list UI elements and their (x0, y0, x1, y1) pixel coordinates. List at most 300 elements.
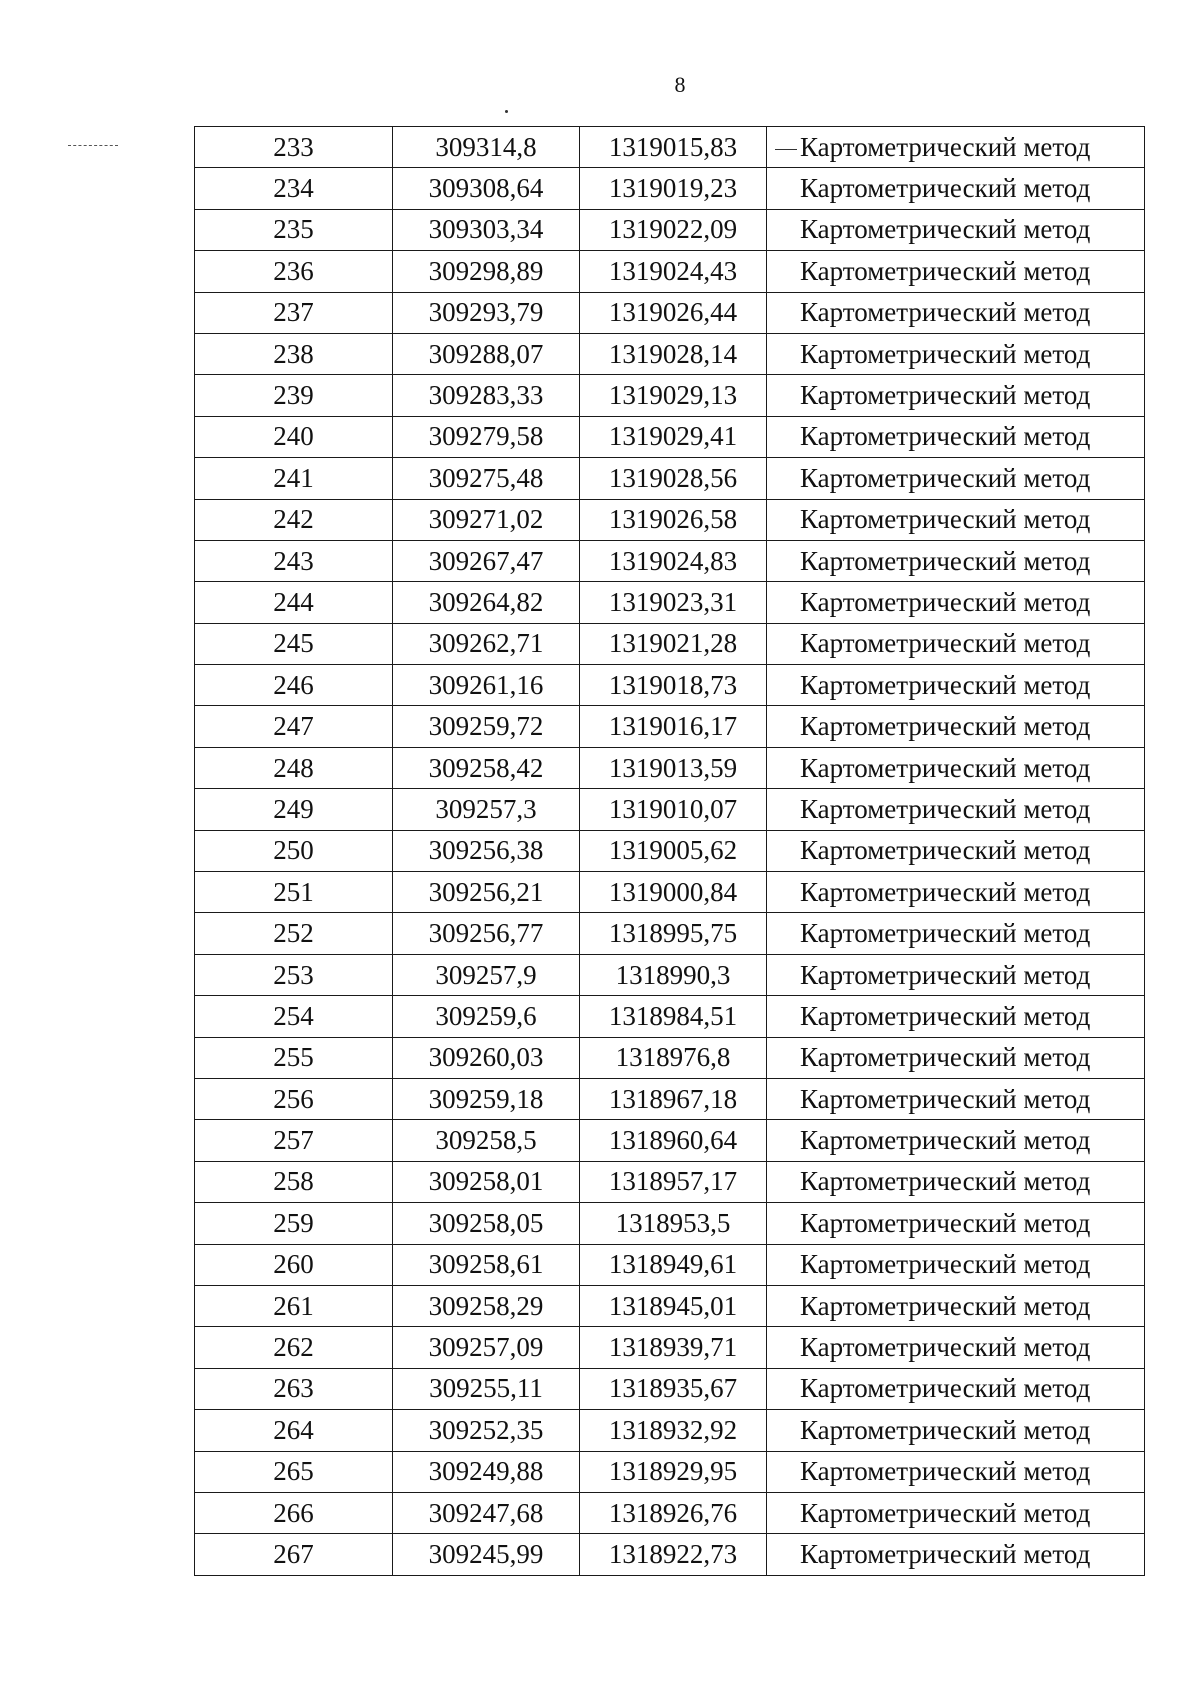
method-text: Картометрический метод (800, 255, 1091, 286)
y-coordinate-cell (580, 1285, 767, 1326)
point-number-text: 265 (273, 1456, 314, 1487)
point-number-cell (195, 1161, 393, 1202)
y-coordinate-cell (580, 292, 767, 333)
method-cell (767, 127, 1145, 168)
point-number-text: 267 (273, 1538, 314, 1569)
x-coordinate-text: 309258,5 (435, 1125, 537, 1156)
method-cell (767, 1285, 1145, 1326)
point-number-cell (195, 996, 393, 1037)
point-number-cell (195, 127, 393, 168)
x-coordinate-cell (393, 1120, 580, 1161)
y-coordinate-cell (580, 1203, 767, 1244)
point-number-text: 256 (273, 1083, 314, 1114)
point-number-text: 242 (273, 504, 314, 535)
table-row (195, 913, 1145, 954)
point-number-text: 240 (273, 421, 314, 452)
point-number-text: 244 (273, 586, 314, 617)
y-coordinate-cell (580, 1161, 767, 1202)
method-text: Картометрический метод (800, 1290, 1091, 1321)
point-number-cell (195, 209, 393, 250)
table-row (195, 333, 1145, 374)
x-coordinate-cell (393, 1410, 580, 1451)
x-coordinate-text: 309255,11 (429, 1373, 543, 1404)
x-coordinate-text: 309259,6 (435, 1000, 537, 1031)
x-coordinate-text: 309258,61 (428, 1249, 544, 1280)
x-coordinate-text: 309257,09 (428, 1332, 544, 1363)
point-number-cell (195, 1244, 393, 1285)
x-coordinate-cell (393, 375, 580, 416)
x-coordinate-text: 309261,16 (428, 669, 544, 700)
y-coordinate-text: 1319016,17 (608, 711, 738, 742)
method-text: Картометрический метод (800, 297, 1091, 328)
point-number-text: 249 (273, 793, 314, 824)
y-coordinate-cell (580, 996, 767, 1037)
method-cell (767, 168, 1145, 209)
point-number-cell (195, 1285, 393, 1326)
method-text: Картометрический метод (800, 1332, 1091, 1363)
point-number-cell (195, 706, 393, 747)
x-coordinate-text: 309275,48 (428, 462, 544, 493)
method-text: Картометрический метод (800, 173, 1091, 204)
point-number-cell (195, 1368, 393, 1409)
x-coordinate-cell (393, 416, 580, 457)
x-coordinate-text: 309267,47 (428, 545, 544, 576)
y-coordinate-text: 1318995,75 (608, 918, 738, 949)
y-coordinate-text: 1319029,13 (608, 380, 738, 411)
method-text: Картометрический метод (800, 1083, 1091, 1114)
method-text: Картометрический метод (800, 338, 1091, 369)
point-number-cell (195, 1492, 393, 1533)
y-coordinate-cell (580, 1534, 767, 1575)
point-number-text: 259 (273, 1207, 314, 1238)
y-coordinate-cell (580, 582, 767, 623)
table-row (195, 665, 1145, 706)
x-coordinate-text: 309258,05 (428, 1207, 544, 1238)
method-cell (767, 1120, 1145, 1161)
method-text: Картометрический метод (800, 1414, 1091, 1445)
scan-dot-mark (505, 110, 508, 113)
y-coordinate-cell (580, 954, 767, 995)
point-number-cell (195, 168, 393, 209)
table-row (195, 1285, 1145, 1326)
x-coordinate-text: 309271,02 (428, 504, 544, 535)
y-coordinate-text: 1318960,64 (608, 1125, 738, 1156)
x-coordinate-text: 309288,07 (428, 338, 544, 369)
y-coordinate-cell (580, 251, 767, 292)
y-coordinate-text: 1318922,73 (608, 1538, 738, 1569)
point-number-text: 261 (273, 1290, 314, 1321)
y-coordinate-text: 1319005,62 (608, 835, 738, 866)
scan-dash-mark (775, 149, 797, 150)
y-coordinate-cell (580, 830, 767, 871)
method-cell (767, 1244, 1145, 1285)
y-coordinate-cell (580, 665, 767, 706)
point-number-cell (195, 416, 393, 457)
method-cell (767, 292, 1145, 333)
method-cell (767, 375, 1145, 416)
x-coordinate-text: 309293,79 (428, 297, 544, 328)
y-coordinate-text: 1319026,58 (608, 504, 738, 535)
x-coordinate-text: 309298,89 (428, 255, 544, 286)
point-number-text: 235 (273, 214, 314, 245)
point-number-text: 255 (273, 1042, 314, 1073)
table-row (195, 1368, 1145, 1409)
method-cell (767, 1368, 1145, 1409)
x-coordinate-text: 309249,88 (428, 1456, 544, 1487)
point-number-text: 262 (273, 1332, 314, 1363)
x-coordinate-text: 309256,77 (428, 918, 544, 949)
point-number-text: 238 (273, 338, 314, 369)
y-coordinate-cell (580, 375, 767, 416)
x-coordinate-cell (393, 499, 580, 540)
y-coordinate-cell (580, 1368, 767, 1409)
method-text: Картометрический метод (800, 876, 1091, 907)
point-number-text: 266 (273, 1497, 314, 1528)
method-text: Картометрический метод (800, 752, 1091, 783)
x-coordinate-cell (393, 913, 580, 954)
method-cell (767, 333, 1145, 374)
method-cell (767, 872, 1145, 913)
point-number-text: 237 (273, 297, 314, 328)
y-coordinate-cell (580, 747, 767, 788)
x-coordinate-cell (393, 333, 580, 374)
table-row (195, 1327, 1145, 1368)
x-coordinate-text: 309264,82 (428, 586, 544, 617)
y-coordinate-cell (580, 540, 767, 581)
point-number-cell (195, 1410, 393, 1451)
point-number-text: 248 (273, 752, 314, 783)
y-coordinate-text: 1318957,17 (608, 1166, 738, 1197)
y-coordinate-text: 1319024,83 (608, 545, 738, 576)
x-coordinate-cell (393, 1327, 580, 1368)
y-coordinate-cell (580, 913, 767, 954)
x-coordinate-text: 309314,8 (435, 131, 537, 162)
x-coordinate-text: 309256,21 (428, 876, 544, 907)
x-coordinate-cell (393, 623, 580, 664)
x-coordinate-cell (393, 1285, 580, 1326)
y-coordinate-text: 1319010,07 (608, 793, 738, 824)
x-coordinate-cell (393, 1161, 580, 1202)
x-coordinate-text: 309245,99 (428, 1538, 544, 1569)
method-text: Картометрический метод (800, 462, 1091, 493)
x-coordinate-cell (393, 1492, 580, 1533)
point-number-text: 233 (273, 131, 314, 162)
point-number-text: 253 (273, 959, 314, 990)
page-number: 8 (674, 72, 686, 97)
y-coordinate-cell (580, 872, 767, 913)
y-coordinate-cell (580, 1078, 767, 1119)
method-text: Картометрический метод (800, 380, 1091, 411)
y-coordinate-cell (580, 706, 767, 747)
table-row (195, 623, 1145, 664)
y-coordinate-text: 1319023,31 (608, 586, 738, 617)
x-coordinate-cell (393, 706, 580, 747)
point-number-text: 246 (273, 669, 314, 700)
y-coordinate-cell (580, 1492, 767, 1533)
method-cell (767, 1534, 1145, 1575)
table-row (195, 251, 1145, 292)
x-coordinate-cell (393, 540, 580, 581)
y-coordinate-text: 1318929,95 (608, 1456, 738, 1487)
y-coordinate-text: 1319028,14 (608, 338, 738, 369)
y-coordinate-text: 1319022,09 (608, 214, 738, 245)
point-number-cell (195, 1120, 393, 1161)
method-text: Картометрический метод (800, 1538, 1091, 1569)
point-number-cell (195, 789, 393, 830)
point-number-cell (195, 375, 393, 416)
point-number-cell (195, 1203, 393, 1244)
point-number-cell (195, 333, 393, 374)
y-coordinate-text: 1318990,3 (615, 959, 731, 990)
method-cell (767, 789, 1145, 830)
method-text: Картометрический метод (800, 793, 1091, 824)
point-number-cell (195, 251, 393, 292)
table-row (195, 996, 1145, 1037)
table-row (195, 830, 1145, 871)
x-coordinate-text: 309258,01 (428, 1166, 544, 1197)
x-coordinate-text: 309259,18 (428, 1083, 544, 1114)
y-coordinate-cell (580, 458, 767, 499)
method-text: Картометрический метод (800, 669, 1091, 700)
method-cell (767, 209, 1145, 250)
y-coordinate-cell (580, 168, 767, 209)
y-coordinate-text: 1319021,28 (608, 628, 738, 659)
x-coordinate-cell (393, 209, 580, 250)
table-row (195, 1161, 1145, 1202)
point-number-text: 258 (273, 1166, 314, 1197)
point-number-cell (195, 1451, 393, 1492)
point-number-text: 247 (273, 711, 314, 742)
method-text: Картометрический метод (800, 1497, 1091, 1528)
x-coordinate-cell (393, 582, 580, 623)
method-cell (767, 996, 1145, 1037)
x-coordinate-text: 309257,3 (435, 793, 537, 824)
point-number-cell (195, 747, 393, 788)
x-coordinate-cell (393, 665, 580, 706)
x-coordinate-cell (393, 1244, 580, 1285)
method-text: Картометрический метод (800, 214, 1091, 245)
y-coordinate-text: 1318926,76 (608, 1497, 738, 1528)
table-row (195, 292, 1145, 333)
method-cell (767, 458, 1145, 499)
method-text: Картометрический метод (800, 1373, 1091, 1404)
x-coordinate-text: 309283,33 (428, 380, 544, 411)
y-coordinate-cell (580, 1037, 767, 1078)
method-text: Картометрический метод (800, 421, 1091, 452)
scan-dash-mark (68, 145, 118, 146)
x-coordinate-cell (393, 1078, 580, 1119)
x-coordinate-text: 309252,35 (428, 1414, 544, 1445)
y-coordinate-text: 1319018,73 (608, 669, 738, 700)
y-coordinate-text: 1319026,44 (608, 297, 738, 328)
table-row (195, 1244, 1145, 1285)
point-number-cell (195, 292, 393, 333)
y-coordinate-text: 1318935,67 (608, 1373, 738, 1404)
point-number-text: 260 (273, 1249, 314, 1280)
table-row (195, 1203, 1145, 1244)
y-coordinate-text: 1319000,84 (608, 876, 738, 907)
table-row (195, 1037, 1145, 1078)
method-text: Картометрический метод (800, 1207, 1091, 1238)
table-row (195, 1120, 1145, 1161)
point-number-cell (195, 623, 393, 664)
x-coordinate-cell (393, 127, 580, 168)
table-row (195, 540, 1145, 581)
y-coordinate-text: 1318932,92 (608, 1414, 738, 1445)
point-number-text: 264 (273, 1414, 314, 1445)
x-coordinate-cell (393, 954, 580, 995)
y-coordinate-text: 1319024,43 (608, 255, 738, 286)
table-row (195, 582, 1145, 623)
method-cell (767, 1078, 1145, 1119)
y-coordinate-cell (580, 499, 767, 540)
x-coordinate-cell (393, 1534, 580, 1575)
x-coordinate-cell (393, 1368, 580, 1409)
y-coordinate-text: 1318953,5 (615, 1207, 731, 1238)
table-row (195, 1410, 1145, 1451)
point-number-cell (195, 872, 393, 913)
x-coordinate-cell (393, 458, 580, 499)
point-number-text: 239 (273, 380, 314, 411)
method-text: Картометрический метод (800, 1125, 1091, 1156)
point-number-cell (195, 830, 393, 871)
x-coordinate-text: 309258,42 (428, 752, 544, 783)
point-number-text: 241 (273, 462, 314, 493)
method-cell (767, 1410, 1145, 1451)
method-text: Картометрический метод (800, 918, 1091, 949)
method-cell (767, 1161, 1145, 1202)
table-row (195, 458, 1145, 499)
point-number-cell (195, 458, 393, 499)
coordinates-table-body (195, 127, 1145, 1576)
method-cell (767, 954, 1145, 995)
y-coordinate-cell (580, 1120, 767, 1161)
point-number-text: 257 (273, 1125, 314, 1156)
x-coordinate-text: 309260,03 (428, 1042, 544, 1073)
y-coordinate-text: 1318984,51 (608, 1000, 738, 1031)
y-coordinate-cell (580, 789, 767, 830)
y-coordinate-cell (580, 127, 767, 168)
table-row (195, 1078, 1145, 1119)
x-coordinate-cell (393, 1203, 580, 1244)
x-coordinate-cell (393, 996, 580, 1037)
point-number-cell (195, 954, 393, 995)
point-number-text: 254 (273, 1000, 314, 1031)
y-coordinate-cell (580, 416, 767, 457)
table-row (195, 954, 1145, 995)
method-text: Картометрический метод (800, 628, 1091, 659)
y-coordinate-cell (580, 209, 767, 250)
method-text: Картометрический метод (800, 1166, 1091, 1197)
y-coordinate-cell (580, 1327, 767, 1368)
x-coordinate-text: 309256,38 (428, 835, 544, 866)
x-coordinate-cell (393, 1451, 580, 1492)
point-number-text: 263 (273, 1373, 314, 1404)
point-number-cell (195, 1078, 393, 1119)
table-row (195, 416, 1145, 457)
table-row (195, 209, 1145, 250)
y-coordinate-text: 1319013,59 (608, 752, 738, 783)
x-coordinate-cell (393, 1037, 580, 1078)
method-cell (767, 830, 1145, 871)
method-cell (767, 665, 1145, 706)
method-text: Картометрический метод (800, 711, 1091, 742)
table-row (195, 1492, 1145, 1533)
method-cell (767, 499, 1145, 540)
x-coordinate-cell (393, 789, 580, 830)
table-row (195, 375, 1145, 416)
point-number-cell (195, 582, 393, 623)
table-row (195, 499, 1145, 540)
method-text: Картометрический метод (800, 131, 1091, 162)
method-cell (767, 416, 1145, 457)
x-coordinate-text: 309259,72 (428, 711, 544, 742)
method-text: Картометрический метод (800, 1249, 1091, 1280)
method-cell (767, 582, 1145, 623)
point-number-text: 245 (273, 628, 314, 659)
method-cell (767, 913, 1145, 954)
y-coordinate-text: 1318976,8 (615, 1042, 731, 1073)
x-coordinate-cell (393, 872, 580, 913)
point-number-text: 252 (273, 918, 314, 949)
table-row (195, 1534, 1145, 1575)
x-coordinate-text: 309308,64 (428, 173, 544, 204)
x-coordinate-text: 309247,68 (428, 1497, 544, 1528)
point-number-text: 250 (273, 835, 314, 866)
table-row (195, 1451, 1145, 1492)
x-coordinate-text: 309303,34 (428, 214, 544, 245)
x-coordinate-cell (393, 168, 580, 209)
y-coordinate-text: 1319029,41 (608, 421, 738, 452)
y-coordinate-text: 1319028,56 (608, 462, 738, 493)
point-number-cell (195, 665, 393, 706)
x-coordinate-cell (393, 292, 580, 333)
method-text: Картометрический метод (800, 835, 1091, 866)
x-coordinate-text: 309279,58 (428, 421, 544, 452)
x-coordinate-text: 309258,29 (428, 1290, 544, 1321)
method-cell (767, 251, 1145, 292)
point-number-cell (195, 499, 393, 540)
method-cell (767, 1451, 1145, 1492)
method-cell (767, 1203, 1145, 1244)
point-number-cell (195, 1534, 393, 1575)
x-coordinate-text: 309257,9 (435, 959, 537, 990)
point-number-cell (195, 913, 393, 954)
point-number-cell (195, 540, 393, 581)
y-coordinate-cell (580, 333, 767, 374)
method-cell (767, 1037, 1145, 1078)
method-text: Картометрический метод (800, 504, 1091, 535)
y-coordinate-cell (580, 1451, 767, 1492)
y-coordinate-cell (580, 623, 767, 664)
method-cell (767, 1492, 1145, 1533)
method-text: Картометрический метод (800, 959, 1091, 990)
point-number-text: 251 (273, 876, 314, 907)
y-coordinate-cell (580, 1410, 767, 1451)
point-number-cell (195, 1037, 393, 1078)
point-number-text: 243 (273, 545, 314, 576)
x-coordinate-cell (393, 830, 580, 871)
x-coordinate-text: 309262,71 (428, 628, 544, 659)
table-row (195, 747, 1145, 788)
point-number-text: 234 (273, 173, 314, 204)
method-text: Картометрический метод (800, 1456, 1091, 1487)
x-coordinate-cell (393, 747, 580, 788)
y-coordinate-text: 1318967,18 (608, 1083, 738, 1114)
method-cell (767, 540, 1145, 581)
y-coordinate-text: 1319015,83 (608, 131, 738, 162)
y-coordinate-text: 1318939,71 (608, 1332, 738, 1363)
